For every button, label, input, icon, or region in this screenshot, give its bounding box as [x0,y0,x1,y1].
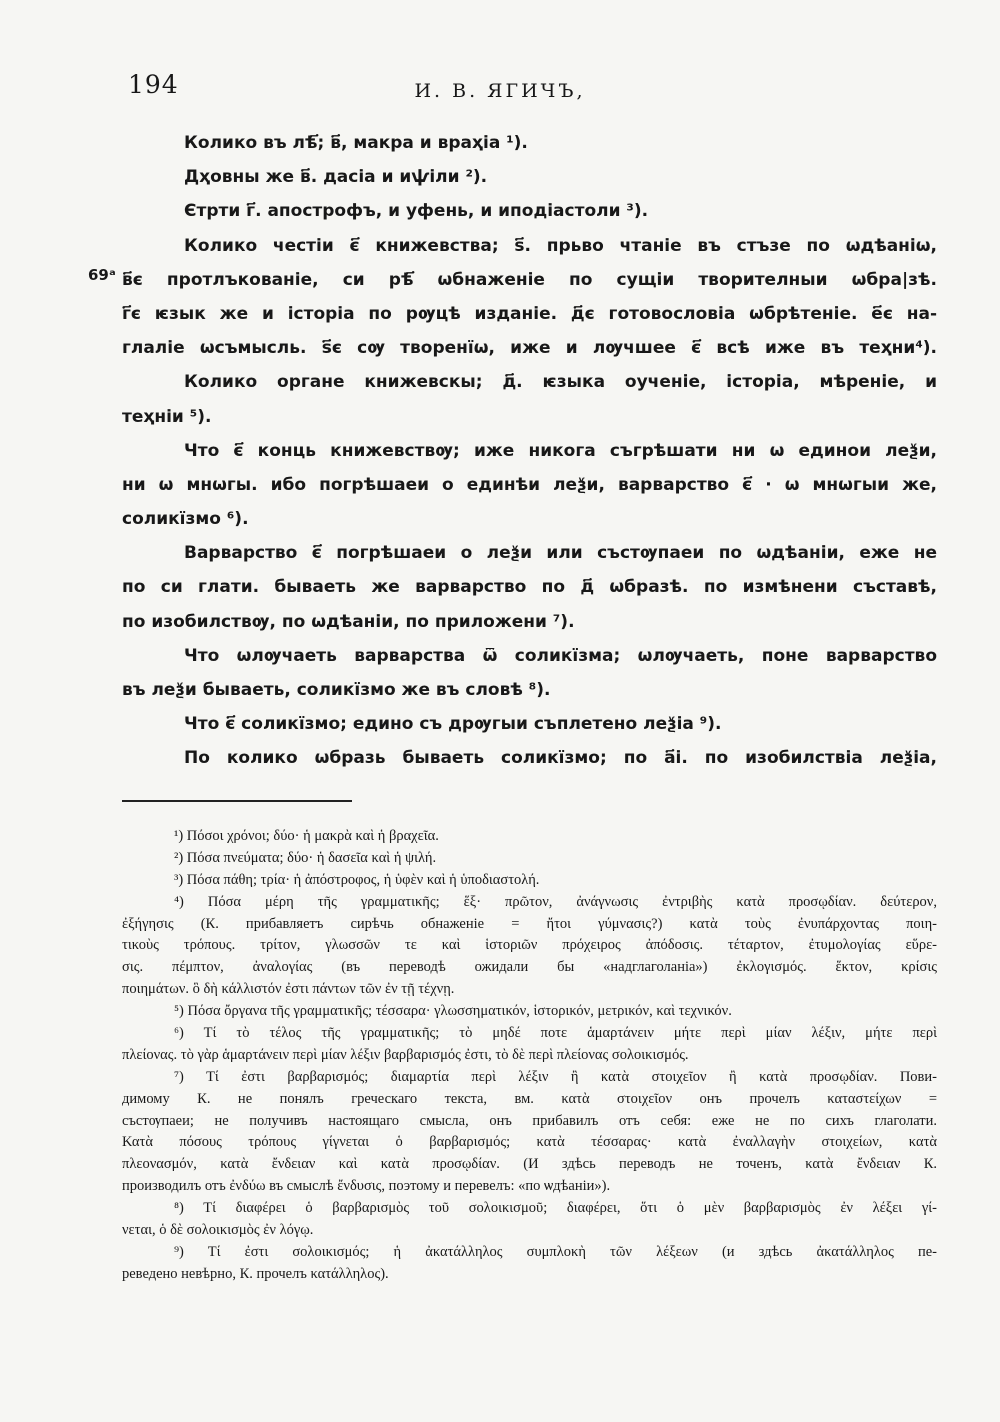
text-line: Что є҃ соликїзмо; едино съ дрѹгыи съплетено леѯіа ⁹). [184,714,722,735]
footnotes [122,826,937,1286]
text-line: глаліе ѡсъмысль. ѕ҃є сѹ творенїѡ, иже и лѹчшее є҃ всѣ иже въ теҳни⁴). [122,338,937,359]
text-line: Что є҃ конць книжевствѹ; иже никога съгрѣшати ни ѡ единои леѯи, [184,440,937,461]
footnote-line: Κατὰ πόσους τρόπους γίγνεται ὁ βαρβαρισμός; κατὰ τέσσαρας· κατὰ ἐναλλαγὴν στοιχείων, κατὰ [122,1134,937,1151]
text-line: Дҳовны же в҃. дасіа и иѱіли ²). [184,167,488,188]
footnote-line: състѹпаеи; не получивъ настоящаго смысла, онъ прибавилъ отъ себя: еже не по сихъ глаголати. [122,1112,937,1129]
running-head: И. В. ЯГИЧЪ, [414,80,586,102]
text-line: ни ѡ мнѡгы. ибо погрѣшаеи о единѣи леѯи, варварство є҃ · ѡ мнѡгыи же, [122,474,937,495]
footnote-line: ³) Πόσα πάθη; τρία· ἡ ἀπόστροφος, ἡ ὑφὲν καὶ ἡ ὑποδιαστολή. [174,871,540,888]
footnote-line: ¹) Πόσοι χρόνοι; δύο· ἡ μακρὰ καὶ ἡ βραχεῖα. [174,828,439,844]
text-line: Колико органе книжевскы; д҃. ѥзыка оученіе, історіа, мѣреніе, и [184,372,937,393]
footnote-line: ⁷) Τί ἐστι βαρβαρισμός; διαμαρτία περὶ λέξιν ἢ κατὰ στοιχεῖον ἢ κατὰ προσῳδίαν. Пови- [174,1068,937,1085]
footnote-line: ποιημάτων. ὃ δὴ κάλλιστόν ἐστι πάντων τῶν ἐν τῇ τέχνῃ. [122,981,455,998]
text-line: г҃є ѥзык же и історіа по рѹцѣ изданіе. д҃є готовословіа ѡбрѣтеніе. е҃є на- [122,303,937,324]
footnote-line: ²) Πόσα πνεύματα; δύο· ἡ δασεῖα καὶ ἡ ψιλή. [174,849,437,866]
footnote-line: ⁵) Πόσα ὄργανα τῆς γραμματικῆς; τέσσαρα· γλωσσηματικόν, ἱστορικόν, μετρικόν, καὶ τεχνικόν. [174,1003,732,1020]
text-line: Колико честіи є҃ книжевства; ѕ҃. прьво чтаніе въ стъзе по ѡдѣаніѡ, [184,235,937,256]
footnote-line: πλείονας. τὸ γὰρ ἁμαρτάνειν περὶ μίαν λέξιν βαρβαρισμός ἐστι, τὸ δὲ περὶ πλείονας σολοικισμός. [122,1046,689,1063]
text-line: въ леѯи бываеть, соликїзмо же въ словѣ ⁸). [122,680,551,700]
page-number: 194 [128,70,179,99]
text-line: По колико ѡбразь бываеть соликїзмо; по а҃і. по изобилствіа леѯіа, [184,748,937,769]
text-line: соликїзмо ⁶). [122,509,249,530]
text-line: по си глати. бываеть же варварство по д҃ ѡбразѣ. по измѣнени съставѣ, [122,577,937,598]
footnote-line: ⁹) Τί ἐστι σολοικισμός; ἡ ἀκατάλληλος συμπλοκὴ τῶν λέξεων (и здѣсь ἀκατάλληλος пе- [174,1243,937,1260]
footnote-line: реведено невѣрно, К. прочелъ κατάλληλος). [122,1265,389,1282]
text-line: теҳніи ⁵). [122,406,212,427]
footnote-rule [122,800,352,802]
footnote-line: σις. πέμπτον, ἀναλογίας (въ переводѣ ожидали бы «надглаголаніа») ἐκλογισμός. ἕκτον, κρίσις [122,959,937,976]
footnote-line: ⁶) Τί τὸ τέλος τῆς γραμματικῆς; τὸ μηδέ ποτε ἁμαρτάνειν μήτε περὶ μίαν λέξιν, μήτε περὶ [174,1025,937,1042]
text-line: Колико въ лѣ҃; в҃, макра и враҳіа ¹). [184,133,528,153]
footnote-line: πλεονασμόν, κατὰ ἔνδειαν καὶ κατὰ προσῳδίαν. (И здѣсь переводъ не точенъ, κατὰ ἔνδειαν К. [122,1156,937,1173]
footnote-line: производилъ отъ ἐνδύω въ смыслѣ ἔνδυσις, поэтому и перевелъ: «по ѡдѣаніи»). [122,1178,611,1195]
footnote-line: νεται, ὁ δὲ σολοικισμὸς ἐν λόγῳ. [122,1222,314,1239]
text-line: по изобилствѹ, по ѡдѣаніи, по приложени ⁷). [122,611,575,632]
text-line: Варварство є҃ погрѣшаеи о леѯи или състѹпаеи по ѡдѣаніи, еже не [184,543,937,564]
footnote-line: τικοὺς τρόπους. τρίτον, γλωσσῶν τε καὶ ἱστοριῶν πρόχειρος ἀπόδοσις. τέταρτον, ἐτυμολογίας εὕρε- [122,937,937,954]
margin-folio-note: 69ᵃ [88,266,116,284]
footnote-line: ⁸) Τί διαφέρει ὁ βαρβαρισμὸς τοῦ σολοικισμοῦ; διαφέρει, ὅτι ὁ μὲν βαρβαρισμὸς ἐν λέξει γί- [174,1200,937,1217]
text-line: Єтрти г҃. апострофъ, и уфень, и иподіастоли ³). [184,201,649,222]
text-line: Что ѡлѹчаеть варварства ѿ соликїзма; ѡлѹчаеть, поне варварство [184,645,937,666]
church-slavonic-text [122,126,937,776]
footnote-line: ⁴) Πόσα μέρη τῆς γραμματικῆς; ἕξ· πρῶτον, ἀνάγνωσις ἐντριβὴς κατὰ προσῳδίαν. δεύτερον, [174,893,937,910]
footnote-line: ἐξήγησις (К. прибавляетъ сирѣчь обнаженіе = ἤτοι γύμνασις?) κατὰ τοὺς ἐνυπάρχοντας ποιη- [122,915,937,932]
text-line: в҃є протлъкованіе, си рѣ҃ ѡбнаженіе по сущіи творителныи ѡбра|зѣ. [122,269,937,290]
footnote-line: димому К. не понялъ греческаго текста, вм. κατὰ στοιχεῖον онъ прочелъ καταστείχων = [122,1090,937,1107]
